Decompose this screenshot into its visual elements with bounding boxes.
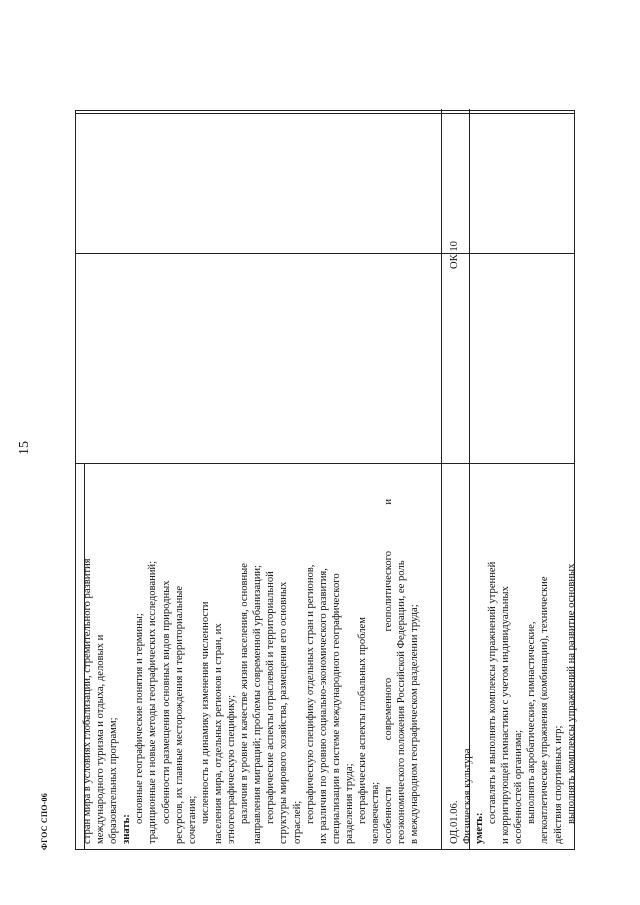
text-line: этногеографическую специфику; xyxy=(226,694,238,844)
text-line: ресурсов, их главные месторождения и территориальные xyxy=(173,585,185,844)
text-line: особенности размещения основных видов природных xyxy=(160,580,172,824)
text-line: численность и динамику изменения численности xyxy=(199,601,211,824)
text-line: основные географические понятия и термины; xyxy=(134,613,146,824)
row-divider xyxy=(469,109,470,464)
text-line: выполнять комплексы упражнений на развитие основных xyxy=(565,563,577,824)
text-line: географические аспекты глобальных проблем xyxy=(356,617,368,824)
text-line: особенности современного геополитического и xyxy=(383,499,395,844)
text-line: их различия по уровню социально-экономического развития, xyxy=(317,568,329,844)
discipline-cell xyxy=(448,484,474,844)
text-line: составлять и выполнять комплексы упражнений утренней xyxy=(487,561,499,824)
competence-table xyxy=(75,110,575,850)
footer-label: ФГОС СПО-06 xyxy=(40,793,49,850)
text-line: стран мира в условиях глобализации, стремительного развития xyxy=(82,558,93,844)
skills-heading: уметь: xyxy=(474,812,485,844)
skills-content-cell xyxy=(473,484,578,844)
column-divider xyxy=(76,463,574,464)
text-line: традиционные и новые методы географических исследований; xyxy=(147,560,159,844)
text-line: населения мира, отдельных регионов и стран, их xyxy=(212,623,224,844)
text-line: географические аспекты отраслевой и территориальной xyxy=(265,571,277,824)
text-line: международного туризма и отдыха, деловых и xyxy=(95,634,107,844)
competence-code: ОК 10 xyxy=(449,241,460,269)
text-line: направления миграций; проблемы современной урбанизации; xyxy=(252,565,264,844)
know-heading: знать: xyxy=(121,814,133,844)
text-line: действия спортивных игр; xyxy=(552,725,564,844)
text-line: особенностей организма; xyxy=(513,729,525,844)
page-number: 15 xyxy=(17,441,32,455)
text-line: специализации в системе международного географического xyxy=(330,573,342,844)
text-line: легкоатлетические упражнения (комбинации), технические xyxy=(539,576,551,844)
text-line: различия в уровне и качестве жизни населения, основные xyxy=(239,562,251,824)
upper-content-cell xyxy=(81,499,421,844)
text-line: образовательных программ; xyxy=(108,717,120,844)
text-line: разделения труда; xyxy=(343,763,355,844)
text-line: в международном географическом разделении труда; xyxy=(409,604,421,844)
text-line: структуры мирового хозяйства, размещения его основных xyxy=(278,581,290,844)
discipline-title: Физическая культура xyxy=(462,748,474,844)
row-divider xyxy=(441,109,442,849)
rotated-sheet xyxy=(70,80,580,855)
text-line: сочетания; xyxy=(186,795,198,844)
column-divider xyxy=(76,253,574,254)
column-divider xyxy=(76,113,574,114)
text-line: географическую специфику отдельных стран и регионов, xyxy=(304,564,316,824)
text-line: отраслей; xyxy=(291,800,303,844)
text-line: геоэкономического положения Российской Федерации, ее роль xyxy=(396,560,408,844)
text-line: человечества; xyxy=(370,781,382,844)
competence-cell xyxy=(448,149,461,269)
text-line: выполнять акробатические, гимнастические, xyxy=(526,621,538,824)
text-line: и корригирующей гимнастики с учетом индивидуальных xyxy=(500,586,512,844)
discipline-code: ОД.01.06. xyxy=(449,800,460,844)
